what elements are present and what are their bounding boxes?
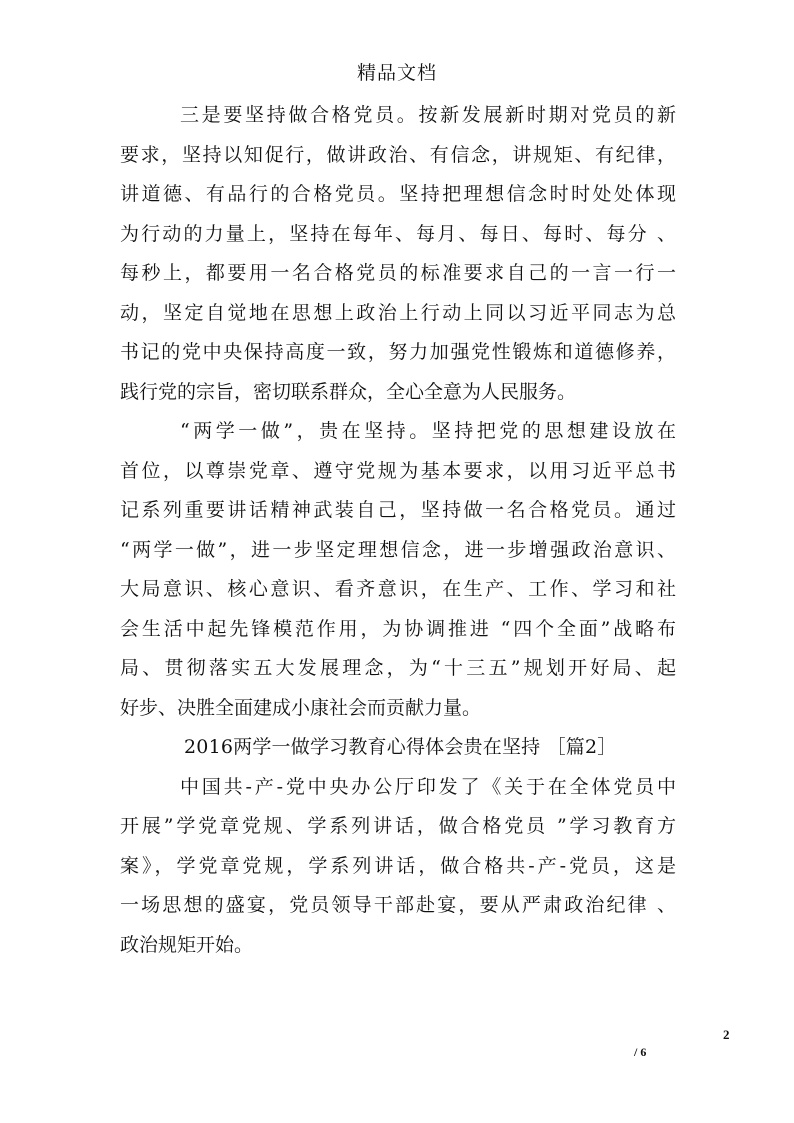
paragraph-line: 为行动的力量上，坚持在每年、每月、每日、每时、每分 、	[120, 222, 676, 245]
document-body	[120, 96, 676, 965]
paragraph-line: 首位，以尊崇党章、遵守党规为基本要求，以用习近平总书	[120, 459, 676, 482]
section-title: 2016两学一做学习教育心得体会贵在坚持 ［篇2］	[184, 736, 617, 758]
paragraph-line: 政治规矩开始。	[120, 933, 254, 956]
paragraph-line: 案》，学党章党规，学系列讲话，做合格共-产-党员，这是	[120, 854, 676, 877]
paragraph-line: 中国共-产-党中央办公厅印发了《关于在全体党员中	[180, 775, 676, 798]
paragraph-line: 会生活中起先锋模范作用，为协调推进 “四个全面”战略布	[120, 617, 676, 640]
paragraph-line: 讲道德、有品行的合格党员。坚持把理想信念时时处处体现	[120, 183, 676, 205]
paragraph-line: “两学一做”，贵在坚持。坚持把党的思想建设放在	[180, 420, 676, 442]
paragraph-line: 开展”学党章党规、学系列讲话，做合格党员 ”学习教育方	[120, 815, 676, 837]
paragraph-line: 一场思想的盛宴，党员领导干部赴宴，要从严肃政治纪律 、	[120, 894, 676, 916]
paragraph-line: 要求，坚持以知促行，做讲政治、有信念，讲规矩、有纪律，	[120, 143, 676, 166]
paragraph-line: 书记的党中央保持高度一致，努力加强党性锻炼和道德修养，	[120, 341, 676, 363]
paragraph-line: 动，坚定自觉地在思想上政治上行动上同以习近平同志为总	[120, 301, 676, 324]
paragraph-line: 践行党的宗旨，密切联系群众，全心全意为人民服务。	[120, 380, 577, 403]
paragraph-line: “两学一做”，进一步坚定理想信念，进一步增强政治意识、	[120, 538, 676, 561]
page-header-title: 精品文档	[356, 62, 437, 84]
paragraph-line: 局、贯彻落实五大发展理念，为“十三五”规划开好局、起	[120, 657, 676, 679]
page-total: / 6	[634, 1045, 647, 1059]
page-number: 2	[723, 1027, 730, 1042]
paragraph-line: 大局意识、核心意识、看齐意识，在生产、工作、学习和社	[120, 578, 676, 600]
paragraph-line: 每秒上，都要用一名合格党员的标准要求自己的一言一行一	[120, 262, 676, 284]
paragraph-line: 三是要坚持做合格党员。按新发展新时期对党员的新	[180, 104, 676, 126]
paragraph-line: 好步、决胜全面建成小康社会而贡献力量。	[120, 696, 482, 719]
paragraph-line: 记系列重要讲话精神武装自己，坚持做一名合格党员。通过	[120, 499, 676, 521]
